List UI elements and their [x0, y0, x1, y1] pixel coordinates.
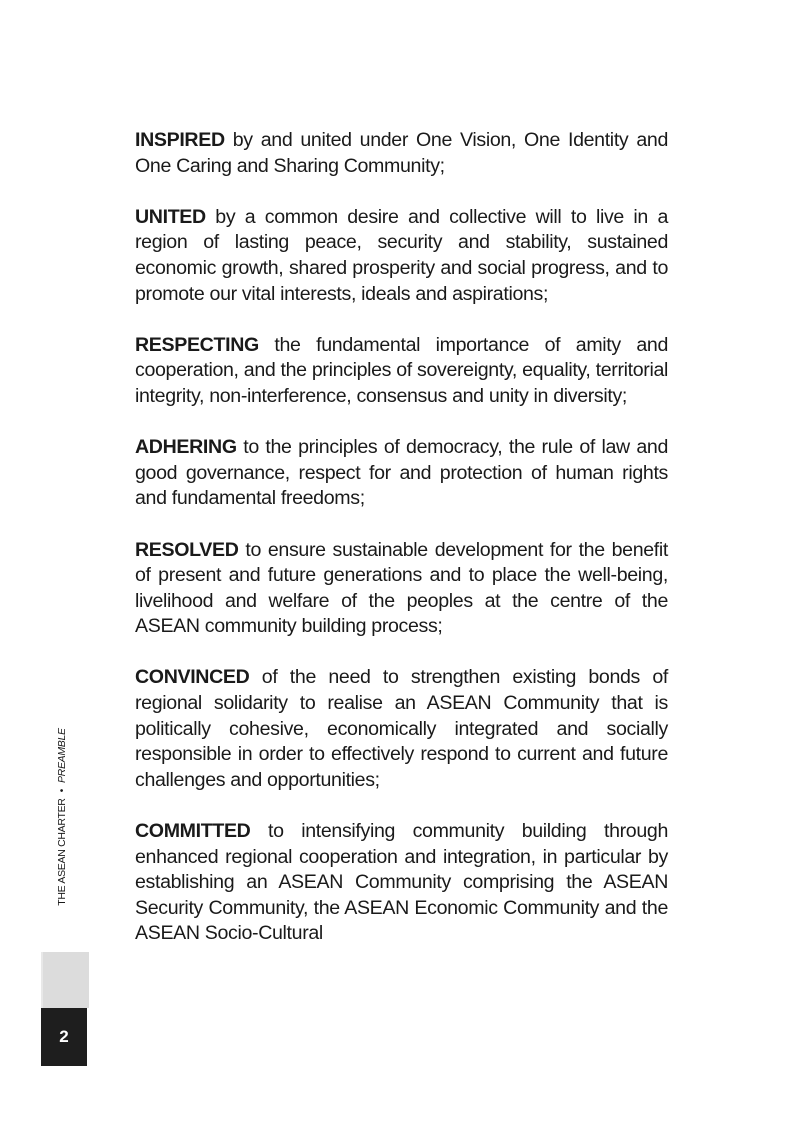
paragraph-keyword: RESOLVED — [135, 538, 239, 561]
paragraph-keyword: RESPECTING — [135, 333, 259, 356]
running-head-title: THE ASEAN CHARTER — [56, 798, 68, 906]
paragraph-keyword: CONVINCED — [135, 666, 250, 689]
paragraph-text: by a common desire and collective will to live in a region of lasting peace, security and stability, sustained economic growth, shared prosperity and social progress, and to promote our vital interests, ideals and aspirations; — [135, 205, 668, 305]
paragraph-keyword: ADHERING — [135, 436, 237, 459]
page-number-tab — [41, 1008, 87, 1066]
paragraph-convinced — [135, 665, 668, 793]
bullet-separator-icon: • — [56, 789, 68, 793]
page-number: 2 — [59, 1027, 69, 1046]
running-head — [56, 728, 68, 906]
paragraph-text: to ensure sustainable development for the benefit of present and future generations and to place the well-being, livelihood and welfare of the peoples at the centre of the ASEAN community building process; — [135, 538, 668, 638]
paragraph-respecting — [135, 333, 668, 410]
paragraph-resolved — [135, 538, 668, 640]
paragraph-text: to intensifying community building through enhanced regional cooperation and integration, in particular by establishing an ASEAN Community comprising the ASEAN Security Community, the ASEAN Economic Community and the ASEAN Socio-Cultural — [135, 820, 668, 945]
paragraph-keyword: COMMITTED — [135, 820, 251, 843]
paragraph-text: by and united under One Vision, One Identity and One Caring and Sharing Community; — [135, 129, 668, 177]
page-tab-decoration — [41, 952, 89, 1008]
paragraph-keyword: INSPIRED — [135, 129, 225, 151]
paragraph-text: to the principles of democracy, the rule of law and good governance, respect for and protection of human rights and fundamental freedoms; — [135, 436, 668, 510]
paragraph-text: the fundamental importance of amity and cooperation, and the principles of sovereignty, equality, territorial integrity, non-interference, consensus and unity in diversity; — [135, 333, 668, 407]
running-head-section: PREAMBLE — [56, 728, 68, 784]
preamble-body — [135, 128, 668, 973]
paragraph-adhering — [135, 435, 668, 512]
paragraph-text: of the need to strengthen existing bonds of regional solidarity to realise an ASEAN Community that is politically cohesive, economically integrated and socially responsible in order to effectively respond to current and future challenges and opportunities; — [135, 666, 668, 791]
paragraph-inspired — [135, 128, 668, 179]
paragraph-united — [135, 205, 668, 307]
paragraph-keyword: UNITED — [135, 205, 206, 228]
paragraph-committed — [135, 819, 668, 947]
